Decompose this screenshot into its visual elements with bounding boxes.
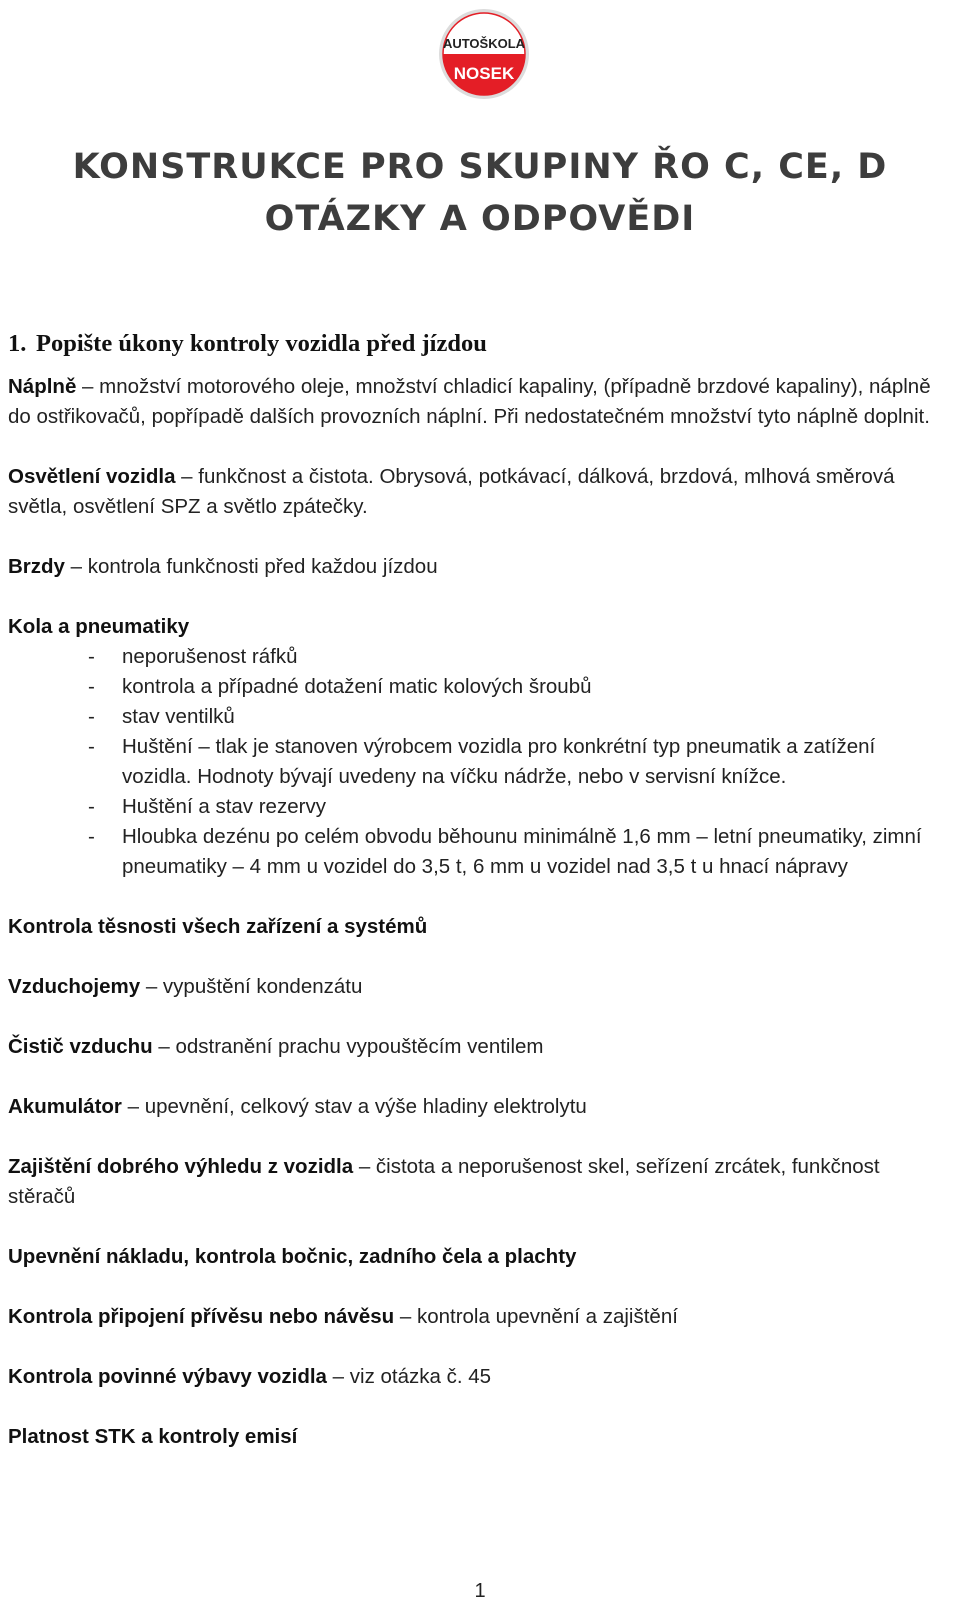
section-term: Upevnění nákladu, kontrola bočnic, zadního čela a plachty [8, 1245, 577, 1268]
logo-text-nosek: NOSEK [453, 64, 515, 83]
section-text: – odstranění prachu vypouštěcím ventilem [152, 1035, 544, 1058]
section-akumulator [8, 1092, 938, 1122]
section-text: – funkčnost a čistota. Obrysová, potkávací, dálková, brzdová, mlhová směrová světla, osvětlení SPZ a světlo zpátečky. [8, 465, 895, 518]
section-text: – viz otázka č. 45 [326, 1365, 492, 1388]
section-term: Náplně [8, 375, 77, 398]
question-text: Popište úkony kontroly vozidla před jízdou [36, 330, 487, 357]
list-item-text: Hloubka dezénu po celém obvodu běhounu minimálně 1,6 mm – letní pneumatiky, zimní pneumatiky – 4 mm u vozidel do 3,5 t, 6 mm u vozidel nad 3,5 t u hnací nápravy [122, 825, 922, 878]
section-text: – vypuštění kondenzátu [140, 975, 363, 998]
section-text: – kontrola funkčnosti před každou jízdou [64, 555, 438, 578]
section-term: Čistič vzduchu [8, 1035, 153, 1058]
section-term: Platnost STK a kontroly emisí [8, 1425, 298, 1448]
section-vzduchojemy [8, 972, 938, 1002]
tires-list [8, 642, 938, 882]
section-term: Brzdy [8, 555, 65, 578]
list-item: - kontrola a případné dotažení matic kolových šroubů [88, 675, 592, 698]
section-text: – kontrola upevnění a zajištění [394, 1305, 678, 1328]
autoskola-nosek-logo [438, 8, 530, 100]
section-brzdy [8, 552, 938, 582]
section-text: – množství motorového oleje, množství chladicí kapaliny, (případně brzdové kapaliny), náplně do ostřikovačů, popřípadě dalších provozních náplní. Při nedostatečném množství tyto náplně doplnit. [8, 375, 931, 428]
section-tesnost [8, 912, 938, 942]
answer-content [8, 372, 938, 1482]
section-term: Akumulátor [8, 1095, 122, 1118]
section-stk [8, 1422, 938, 1452]
section-term: Kola a pneumatiky [8, 615, 190, 638]
list-item: - stav ventilků [88, 705, 235, 728]
section-term: Kontrola těsnosti všech zařízení a systémů [8, 915, 428, 938]
section-upevneni-nakladu [8, 1242, 938, 1272]
page-title-line-1: KONSTRUKCE PRO SKUPINY ŘO C, CE, D [72, 147, 888, 187]
list-item: - Huštění – tlak je stanoven výrobcem vozidla pro konkrétní typ pneumatik a zatížení vozidla. Hodnoty bývají uvedeny na víčku nádrže, nebo v servisní knížce. [88, 735, 876, 788]
section-term: Vzduchojemy [8, 975, 141, 998]
list-item-text: Huštění – tlak je stanoven výrobcem vozidla pro konkrétní typ pneumatik a zatížení vozidla. Hodnoty bývají uvedeny na víčku nádrže, nebo v servisní knížce. [122, 735, 876, 788]
section-vyhled [8, 1152, 938, 1212]
logo-text-autoskola: AUTOŠKOLA [442, 36, 526, 51]
section-term: Kontrola připojení přívěsu nebo návěsu [8, 1305, 395, 1328]
section-povinna-vybava [8, 1362, 938, 1392]
section-osvetleni [8, 462, 938, 522]
list-item-text: kontrola a případné dotažení matic kolových šroubů [122, 675, 592, 698]
question-number: 1. [8, 330, 27, 357]
section-kola-heading [8, 612, 938, 642]
list-item-text: stav ventilků [122, 705, 235, 728]
section-text: – upevnění, celkový stav a výše hladiny elektrolytu [121, 1095, 587, 1118]
section-term: Kontrola povinné výbavy vozidla [8, 1365, 327, 1388]
page-title-line-2: OTÁZKY A ODPOVĚDI [264, 199, 696, 239]
page-number: 1 [474, 1580, 486, 1602]
list-item: - neporušenost ráfků [88, 645, 298, 668]
list-item: - Hloubka dezénu po celém obvodu běhounu minimálně 1,6 mm – letní pneumatiky, zimní pneumatiky – 4 mm u vozidel do 3,5 t, 6 mm u vozidel nad 3,5 t u hnací nápravy [88, 825, 922, 878]
section-cistic-vzduchu [8, 1032, 938, 1062]
section-term: Zajištění dobrého výhledu z vozidla [8, 1155, 354, 1178]
section-text: – čistota a neporušenost skel, seřízení zrcátek, funkčnost stěračů [8, 1155, 880, 1208]
section-naplne [8, 372, 938, 432]
question-heading [8, 328, 487, 360]
section-term: Osvětlení vozidla [8, 465, 176, 488]
list-item-text: neporušenost ráfků [122, 645, 298, 668]
list-item-text: Huštění a stav rezervy [122, 795, 326, 818]
section-pripojeni-privesu [8, 1302, 938, 1332]
list-item: - Huštění a stav rezervy [88, 795, 326, 818]
